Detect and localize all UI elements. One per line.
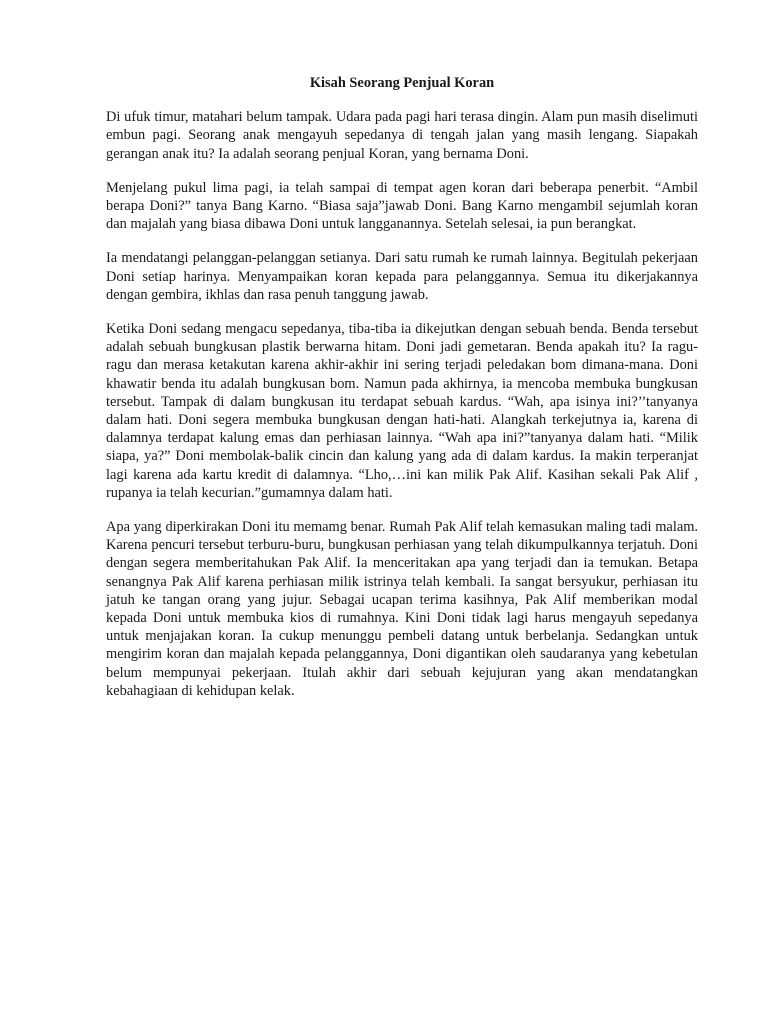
paragraph-1: Di ufuk timur, matahari belum tampak. Udara pada pagi hari terasa dingin. Alam pun masih diselimuti embun pagi. Seorang anak mengayuh sepedanya di tengah jalan yang masih lengang. Siapakah gerangan anak itu? Ia adalah seorang penjual Koran, yang bernama Doni. bbox=[106, 109, 698, 162]
document-body bbox=[106, 74, 698, 716]
document-title: Kisah Seorang Penjual Koran bbox=[309, 75, 495, 91]
paragraph-3: Ia mendatangi pelanggan-pelanggan setianya. Dari satu rumah ke rumah lainnya. Begitulah pekerjaan Doni setiap harinya. Menyampaikan koran kepada para pelanggannya. Semua itu dikerjakannya dengan gembira, ikhlas dan rasa penuh tanggung jawab. bbox=[106, 250, 698, 303]
paragraph-5: Apa yang diperkirakan Doni itu memamg benar. Rumah Pak Alif telah kemasukan maling tadi malam. Karena pencuri tersebut terburu-buru, bungkusan perhiasan yang telah dikumpulkannya terjatuh. Doni dengan segera memberitahukan Pak Alif. Ia menceritakan apa yang terjadi dan ia temukan. Betapa senangnya Pak Alif karena perhiasan milik istrinya telah kembali. Ia sangat bersyukur, perhiasan itu jatuh ke tangan orang yang jujur. Sebagai ucapan terima kasihnya, Pak Alif memberikan modal kepada Doni untuk membuka kios di rumahnya. Kini Doni tidak lagi harus mengayuh sepedanya untuk menjajakan koran. Ia cukup menunggu pembeli datang untuk berbelanja. Sedangkan untuk mengirim koran dan majalah kepada pelanggannya, Doni digantikan oleh saudaranya yang kebetulan belum mempunyai pekerjaan. Itulah akhir dari sebuah kejujuran yang akan mendatangkan kebahagiaan di kehidupan kelak. bbox=[106, 519, 698, 699]
paragraph-2: Menjelang pukul lima pagi, ia telah sampai di tempat agen koran dari beberapa penerbit. “Ambil berapa Doni?” tanya Bang Karno. “Biasa saja”jawab Doni. Bang Karno mengambil sejumlah koran dan majalah yang biasa dibawa Doni untuk langganannya. Setelah selesai, ia pun berangkat. bbox=[106, 179, 698, 233]
paragraph-4: Ketika Doni sedang mengacu sepedanya, tiba-tiba ia dikejutkan dengan sebuah benda. Benda tersebut adalah sebuah bungkusan plastik berwarna hitam. Doni jadi gemetaran. Benda apakah itu? Ia ragu-ragu dan merasa ketakutan karena akhir-akhir ini sering terjadi peledakan bom dimana-mana. Doni khawatir benda itu adalah bungkusan bom. Namun pada akhirnya, ia mencoba membuka bungkusan tersebut. Tampak di dalam bungkusan itu terdapat sebuah kardus. “Wah, apa isinya ini?’’tanyanya dalam hati. Doni segera membuka bungkusan dengan hati-hati. Alangkah terkejutnya ia, karena di dalamnya terdapat kalung emas dan perhiasan lainnya. “Wah apa ini?”tanyanya dalam hati. “Milik siapa, ya?” Doni membolak-balik cincin dan kalung yang ada di dalam kardus. Ia makin terperanjat lagi karena ada kartu kredit di dalamnya. “Lho,…ini kan milik Pak Alif. Kasihan sekali Pak Alif , rupanya ia telah kecurian.”gumamnya dalam hati. bbox=[106, 321, 698, 501]
